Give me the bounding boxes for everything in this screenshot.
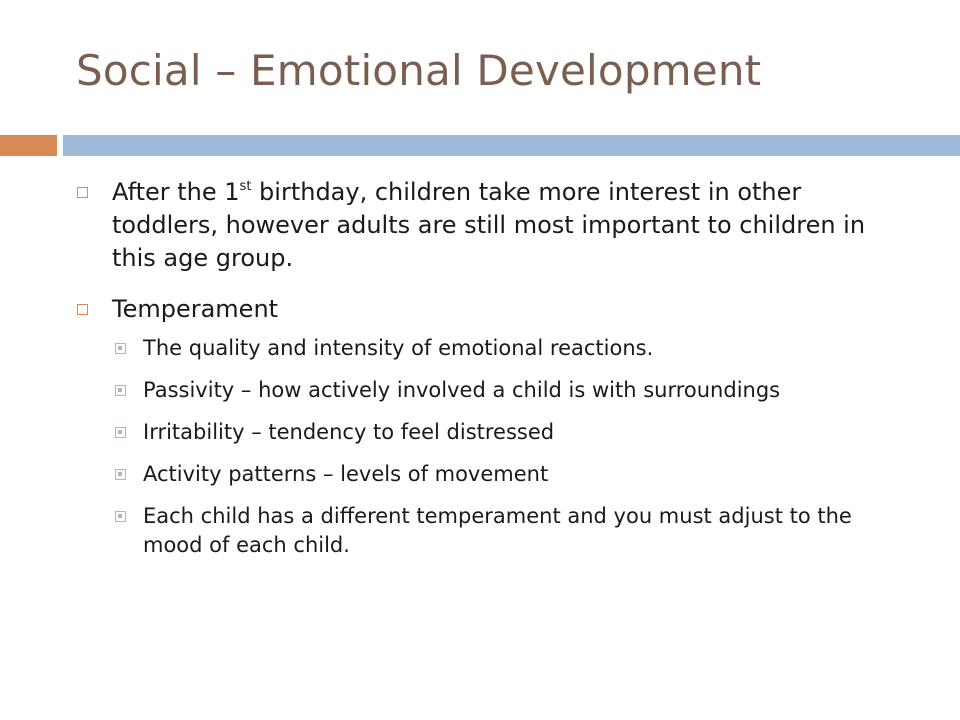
sub-bullet-each-child (112, 502, 904, 560)
sub-bullet-text: Passivity – how actively involved a child is with surroundings (143, 378, 781, 402)
sub-bullet-activity (112, 460, 904, 489)
filled-square-bullet-icon (115, 385, 126, 396)
sub-bullet-irritability (112, 418, 904, 447)
ordinal-superscript: st (239, 179, 252, 194)
title-accent-bar-orange (0, 135, 57, 156)
temperament-sub-list (112, 334, 904, 560)
bullet-temperament (74, 293, 904, 560)
bullet-first-birthday (74, 176, 904, 275)
bullet-text-end: birthday, children take more interest in other toddlers, however adults are still most important to children in this age group. (112, 178, 866, 272)
slide-body (74, 176, 904, 560)
filled-square-bullet-icon (115, 511, 126, 522)
square-bullet-icon (77, 304, 88, 315)
bullet-text-start: After the 1 (112, 178, 240, 206)
sub-bullet-text: The quality and intensity of emotional reactions. (143, 336, 654, 360)
square-bullet-icon (77, 187, 88, 198)
bullet-text: Temperament (112, 295, 279, 323)
sub-bullet-quality (112, 334, 904, 363)
sub-bullet-text: Activity patterns – levels of movement (143, 462, 549, 486)
sub-bullet-text: Irritability – tendency to feel distressed (143, 420, 555, 444)
filled-square-bullet-icon (115, 343, 126, 354)
slide-title: Social – Emotional Development (76, 46, 762, 95)
sub-bullet-passivity (112, 376, 904, 405)
title-accent-bar-blue (63, 135, 960, 156)
filled-square-bullet-icon (115, 469, 126, 480)
filled-square-bullet-icon (115, 427, 126, 438)
sub-bullet-text: Each child has a different temperament and you must adjust to the mood of each child. (143, 504, 852, 557)
